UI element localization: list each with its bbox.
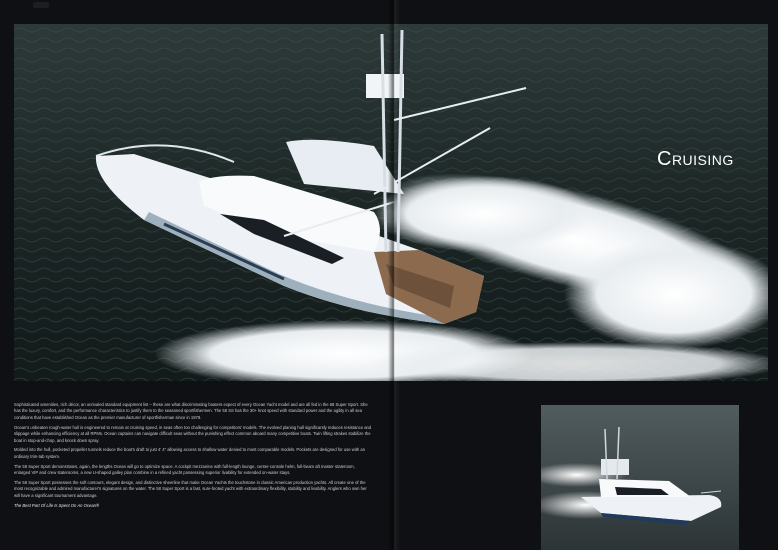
inset-yacht-photo [541,405,739,550]
body-paragraph: Sophisticated amenities, rich décor, an unrivaled standard equipment list – these are what discriminating boaters expect of every Ocean Yacht model and are all fed in the 58 Super Sport. She has the luxury, comfort, and the performance characteristics to justify them to the seasoned sportfishermen. The 58 SS has the 30+ knot speed with standard power and the agility in all sea conditions that have established Ocean as the premier manufacturer of sportfisherman since in 1978. [14,402,368,420]
tagline: The Best Part Of Life Is Spent On An Ocean® [14,502,100,508]
center-fold [388,0,400,550]
body-paragraph: The 58 Super Sport possesses the soft contours, elegant design, and distinctive sheerline that make Ocean Yachts the touchstone in classic American production yachts. All create one of the most recognizable and admired manufacturer's signatures on the water. The 58 Super Sport is a fast, sure-footed yacht with extraordinary flexibility, stability and livability. Anglers who own her will have a significant tournament advantage. [14,480,367,498]
section-heading: Cruising [657,148,734,170]
body-paragraph: Ocean's unbeaten rough-water hull is engineered to remain at cruising speed, in seas often too challenging for competitors' models. The evolved planing hull significantly reduces resistance and slippage while enhancing efficiency at all RPMs. Ocean captains can navigate difficult seas without the punishing effect common aboard many competitive boats. Twin lifting strakes stabilize the boat in stop-and-chop, and knock down spray. [14,424,372,443]
body-copy [14,402,372,513]
body-paragraph: The 58 Super Sport demonstrates, again, the lengths Ocean will go to optimize space. A cockpit mezzanine with full-length lounge, center-console helm, full-beam aft master stateroom, enlarged VIP and crew staterooms, a new U-shaped galley plan combine in a refined yacht possessing superior livability for extended on-water stays. [14,463,355,476]
body-paragraph: Molded into the hull, pocketed propeller tunnels reduce the boat's draft to just 4' 4" allowing access to shallow water denied to most comparable models. Pockets are designed for use with an ordinary trim-tab system. [14,447,366,459]
page-mark [33,2,49,8]
